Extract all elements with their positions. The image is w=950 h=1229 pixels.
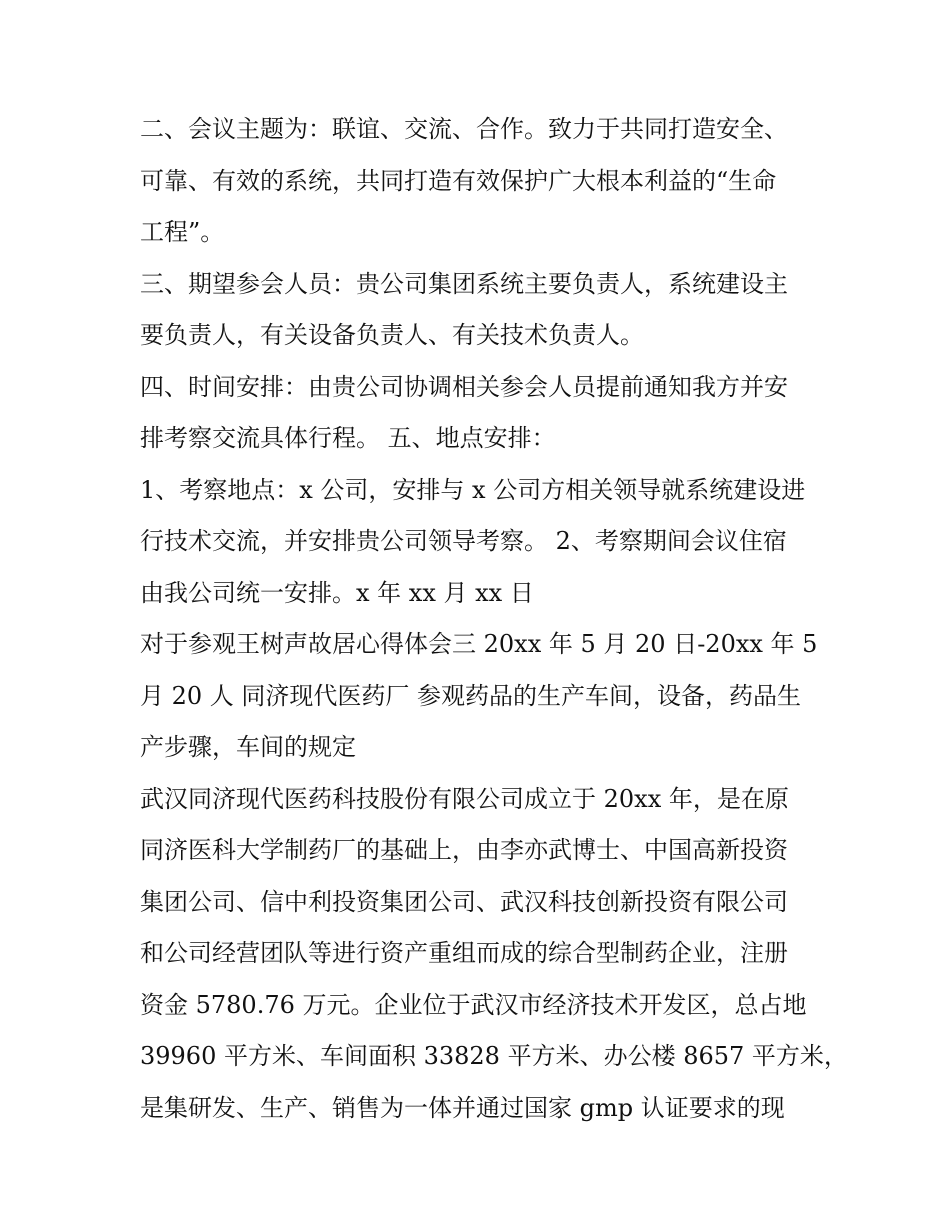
text-line: 三、期望参会人员：贵公司集团系统主要负责人，系统建设主 — [140, 269, 788, 298]
text-line: 39960 平方米、车间面积 33828 平方米、办公楼 8657 平方米， — [140, 1042, 848, 1070]
text-line: 二、会议主题为：联谊、交流、合作。致力于共同打造安全、 — [140, 115, 788, 143]
text-line: 是集研发、生产、销售为一体并通过国家 gmp 认证要求的现 — [140, 1093, 785, 1122]
text-line: 要负责人，有关设备负责人、有关技术负责人。 — [140, 321, 644, 349]
text-line: 行技术交流，并安排贵公司领导考察。 2、考察期间会议住宿 — [140, 527, 787, 555]
text-line: 排考察交流具体行程。 五、地点安排： — [140, 424, 556, 452]
text-line: 和公司经营团队等进行资产重组而成的综合型制药企业，注册 — [140, 939, 788, 967]
text-line: 1、考察地点：x 公司，安排与 x 公司方相关领导就系统建设进 — [140, 475, 806, 504]
text-line: 集团公司、信中利投资集团公司、武汉科技创新投资有限公司 — [140, 887, 788, 916]
text-line: 武汉同济现代医药科技股份有限公司成立于 20xx 年，是在原 — [140, 784, 789, 813]
text-line: 工程”。 — [140, 218, 225, 246]
document-body — [140, 104, 848, 1134]
text-line: 月 20 人 同济现代医药厂 参观药品的生产车间，设备，药品生 — [140, 681, 802, 710]
text-line: 四、时间安排：由贵公司协调相关参会人员提前通知我方并安 — [140, 372, 788, 401]
text-line: 资金 5780.76 万元。企业位于武汉市经济技术开发区，总占地 — [140, 990, 807, 1019]
text-line: 同济医科大学制药厂的基础上，由李亦武博士、中国高新投资 — [140, 836, 788, 864]
text-line: 产步骤，车间的规定 — [140, 733, 356, 761]
text-line: 对于参观王树声故居心得体会三 20xx 年 5 月 20 日-20xx 年 5 — [140, 630, 818, 658]
text-line: 可靠、有效的系统，共同打造有效保护广大根本利益的“生命 — [140, 166, 777, 195]
text-line: 由我公司统一安排。x 年 xx 月 xx 日 — [140, 578, 534, 607]
